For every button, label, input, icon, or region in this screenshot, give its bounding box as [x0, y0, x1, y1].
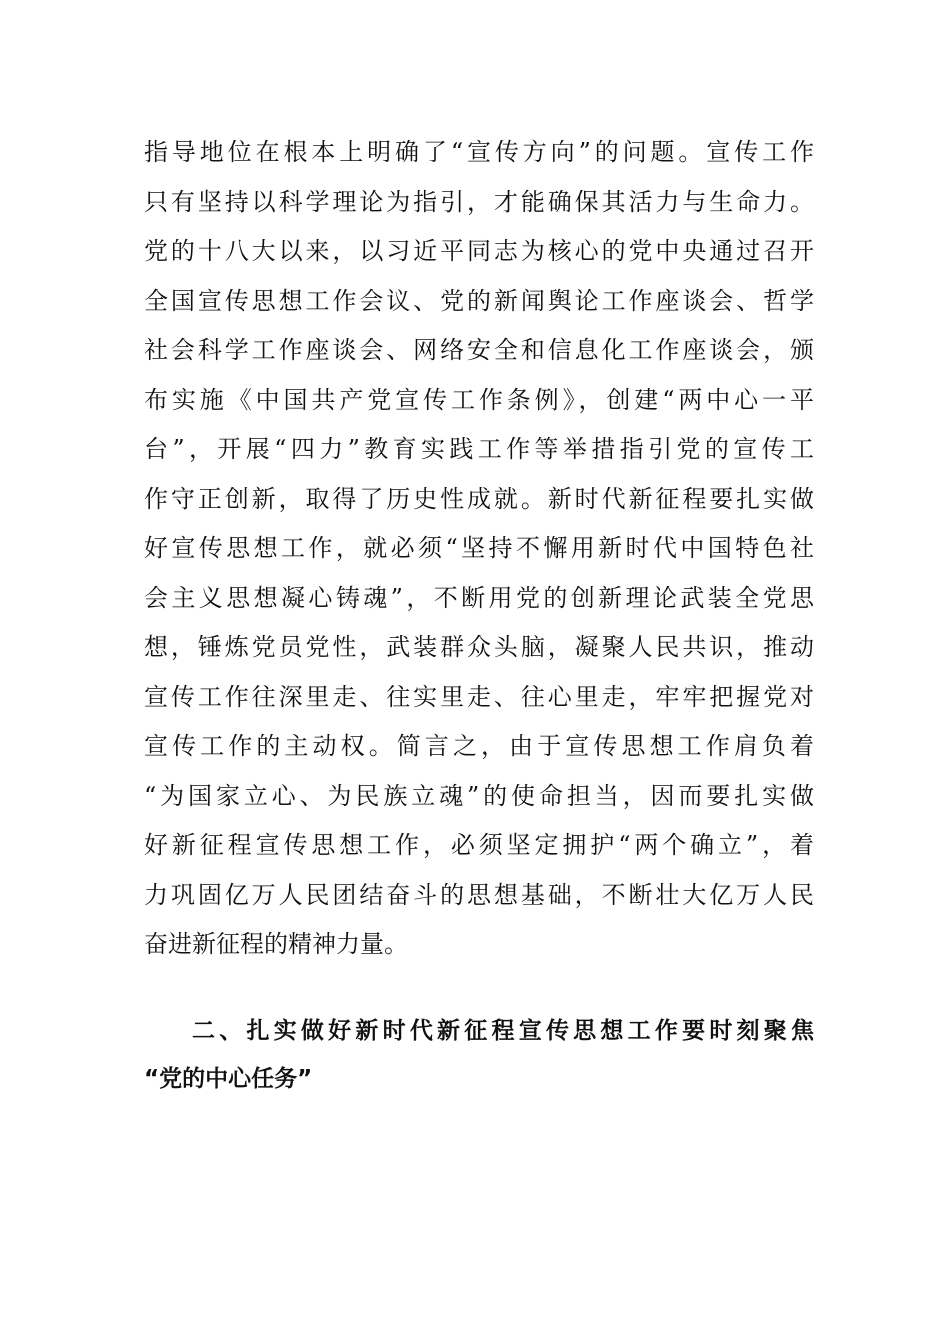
paragraph-line: 社会科学工作座谈会、网络安全和信息化工作座谈会，颁: [144, 336, 814, 364]
paragraph-line: 指导地位在根本上明确了“宣传方向”的问题。宣传工作: [144, 138, 814, 166]
paragraph-line: 台”，开展“四力”教育实践工作等举措指引党的宣传工: [144, 435, 814, 463]
paragraph-line: 作守正创新，取得了历史性成就。新时代新征程要扎实做: [144, 484, 814, 513]
body-paragraph: [144, 128, 814, 970]
paragraph-line: 只有坚持以科学理论为指引，才能确保其活力与生命力。: [144, 187, 814, 216]
paragraph-line: 好新征程宣传思想工作，必须坚定拥护“两个确立”，着: [144, 831, 814, 859]
paragraph-line: “为国家立心、为民族立魂”的使命担当，因而要扎实做: [144, 781, 814, 810]
paragraph-line: 好宣传思想工作，就必须“坚持不懈用新时代中国特色社: [144, 534, 814, 562]
paragraph-line: 宣传工作的主动权。简言之，由于宣传思想工作肩负着: [144, 732, 814, 760]
section-heading-line-2: “党的中心任务”: [144, 1066, 313, 1092]
paragraph-line: 布实施《中国共产党宣传工作条例》，创建“两中心一平: [144, 385, 814, 414]
paragraph-line: 想，锤炼党员党性，武装群众头脑，凝聚人民共识，推动: [144, 633, 814, 661]
paragraph-line: 力巩固亿万人民团结奋斗的思想基础，不断壮大亿万人民: [144, 880, 814, 909]
paragraph-line: 宣传工作往深里走、往实里走、往心里走，牢牢把握党对: [144, 682, 814, 711]
paragraph-line: 会主义思想凝心铸魂”，不断用党的创新理论武装全党思: [144, 583, 814, 612]
section-heading-line-1: 二、扎实做好新时代新征程宣传思想工作要时刻聚焦: [192, 1018, 814, 1044]
paragraph-line: 全国宣传思想工作会议、党的新闻舆论工作座谈会、哲学: [144, 286, 814, 315]
section-heading: [144, 1007, 814, 1103]
paragraph-line: 党的十八大以来，以习近平同志为核心的党中央通过召开: [144, 237, 814, 265]
paragraph-line: 奋进新征程的精神力量。: [144, 930, 408, 958]
